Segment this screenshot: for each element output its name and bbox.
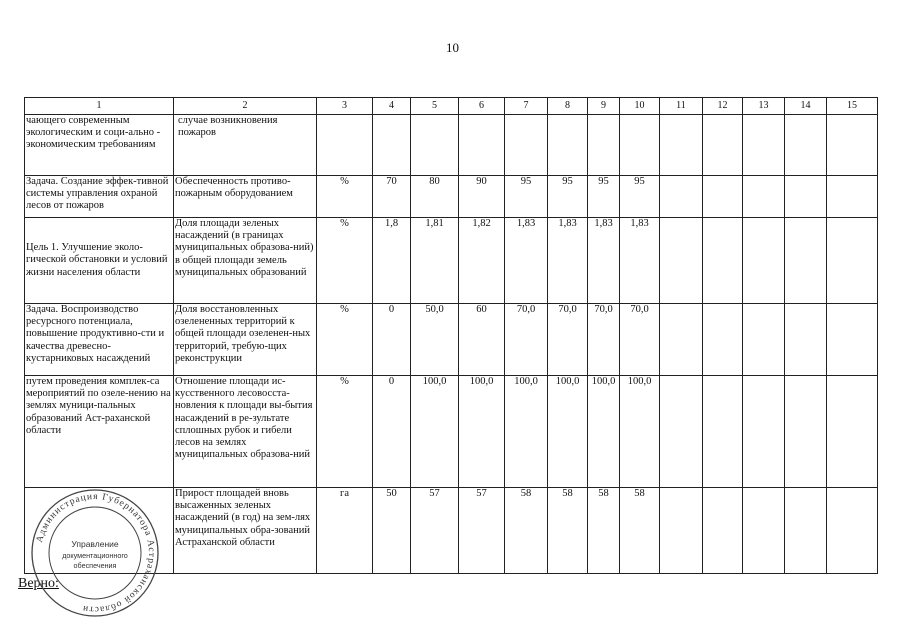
value-cell: 100,0 bbox=[588, 376, 620, 488]
value-cell bbox=[743, 376, 785, 488]
value-cell bbox=[411, 115, 459, 176]
column-header-13: 13 bbox=[743, 98, 785, 115]
value-cell: 70 bbox=[373, 176, 411, 218]
value-cell: 95 bbox=[505, 176, 548, 218]
value-cell bbox=[620, 115, 660, 176]
value-cell bbox=[827, 176, 878, 218]
column-header-1: 1 bbox=[25, 98, 174, 115]
value-cell bbox=[743, 115, 785, 176]
official-stamp bbox=[29, 487, 161, 619]
task-cell: Задача. Воспроизводство ресурсного потенциала, повышение продуктивно-сти и качества древесно-кустарниковых насаждений bbox=[25, 304, 174, 376]
task-cell: Задача. Создание эффек-тивной системы управления охраной лесов от пожаров bbox=[25, 176, 174, 218]
stamp-center-line-3: обеспечения bbox=[73, 561, 117, 570]
value-cell: 1,83 bbox=[548, 218, 588, 304]
value-cell: 1,83 bbox=[505, 218, 548, 304]
value-cell: 70,0 bbox=[588, 304, 620, 376]
value-cell: 1,81 bbox=[411, 218, 459, 304]
column-header-5: 5 bbox=[411, 98, 459, 115]
value-cell: 50 bbox=[373, 488, 411, 574]
column-header-8: 8 bbox=[548, 98, 588, 115]
value-cell bbox=[785, 115, 827, 176]
value-cell: 58 bbox=[505, 488, 548, 574]
column-header-9: 9 bbox=[588, 98, 620, 115]
value-cell: 58 bbox=[548, 488, 588, 574]
value-cell bbox=[827, 488, 878, 574]
value-cell: 50,0 bbox=[411, 304, 459, 376]
value-cell bbox=[703, 304, 743, 376]
value-cell bbox=[703, 115, 743, 176]
verno-note: Верно: bbox=[18, 576, 59, 591]
value-cell bbox=[827, 304, 878, 376]
value-cell: 0 bbox=[373, 376, 411, 488]
column-header-12: 12 bbox=[703, 98, 743, 115]
value-cell: 57 bbox=[459, 488, 505, 574]
page-number: 10 bbox=[446, 40, 459, 55]
value-cell: 1,8 bbox=[373, 218, 411, 304]
value-cell: 95 bbox=[620, 176, 660, 218]
indicator-cell: случае возникновения пожаров bbox=[174, 115, 317, 176]
column-header-10: 10 bbox=[620, 98, 660, 115]
value-cell bbox=[373, 115, 411, 176]
value-cell: 70,0 bbox=[548, 304, 588, 376]
indicator-cell: Обеспеченность противо-пожарным оборудованием bbox=[174, 176, 317, 218]
value-cell bbox=[743, 304, 785, 376]
value-cell: 70,0 bbox=[620, 304, 660, 376]
stamp-ring-text: Администрация Губернатора Астраханской области bbox=[35, 491, 157, 615]
value-cell: 100,0 bbox=[620, 376, 660, 488]
value-cell bbox=[743, 488, 785, 574]
value-cell: 80 bbox=[411, 176, 459, 218]
value-cell: 100,0 bbox=[505, 376, 548, 488]
value-cell bbox=[785, 176, 827, 218]
unit-cell: % bbox=[317, 176, 373, 218]
unit-cell: га bbox=[317, 488, 373, 574]
value-cell: 1,83 bbox=[588, 218, 620, 304]
value-cell bbox=[785, 304, 827, 376]
indicator-cell: Отношение площади ис-кусственного лесовосста-новления к площади вы-бытия насаждений в ре-зультате сплошных рубок и гибели лесов на землях муниципальных образова-ний bbox=[174, 376, 317, 488]
value-cell: 100,0 bbox=[411, 376, 459, 488]
value-cell bbox=[743, 176, 785, 218]
header-row bbox=[25, 98, 878, 115]
value-cell bbox=[588, 115, 620, 176]
table-row bbox=[25, 218, 878, 304]
column-header-11: 11 bbox=[660, 98, 703, 115]
value-cell: 58 bbox=[588, 488, 620, 574]
value-cell: 90 bbox=[459, 176, 505, 218]
stamp-center-line-1: Управление bbox=[71, 539, 119, 549]
value-cell bbox=[703, 376, 743, 488]
value-cell bbox=[660, 176, 703, 218]
value-cell: 70,0 bbox=[505, 304, 548, 376]
unit-cell: % bbox=[317, 218, 373, 304]
value-cell bbox=[505, 115, 548, 176]
indicator-cell: Доля восстановленных озелененных территорий к общей площади озеленен-ных территорий, требую-щих реконструкции bbox=[174, 304, 317, 376]
goal-cell: Цель 1. Улучшение эколо-гической обстановки и условий жизни населения области bbox=[25, 218, 174, 304]
indicator-cell: Прирост площадей вновь высаженных зеленых насаждений (в год) на зем-лях муниципальных обра-зований Астраханской области bbox=[174, 488, 317, 574]
unit-cell: % bbox=[317, 376, 373, 488]
value-cell bbox=[548, 115, 588, 176]
column-header-14: 14 bbox=[785, 98, 827, 115]
value-cell: 57 bbox=[411, 488, 459, 574]
column-header-2: 2 bbox=[174, 98, 317, 115]
value-cell: 0 bbox=[373, 304, 411, 376]
column-header-3: 3 bbox=[317, 98, 373, 115]
value-cell bbox=[660, 218, 703, 304]
value-cell bbox=[785, 376, 827, 488]
table-row bbox=[25, 176, 878, 218]
value-cell bbox=[459, 115, 505, 176]
value-cell: 95 bbox=[548, 176, 588, 218]
value-cell: 100,0 bbox=[548, 376, 588, 488]
indicator-cell: Доля площади зеленых насаждений (в границах муниципальных образова-ний) в общей площади земель муниципальных образований bbox=[174, 218, 317, 304]
value-cell: 95 bbox=[588, 176, 620, 218]
value-cell: 1,83 bbox=[620, 218, 660, 304]
value-cell: 60 bbox=[459, 304, 505, 376]
value-cell bbox=[660, 376, 703, 488]
table-row bbox=[25, 115, 878, 176]
value-cell: 58 bbox=[620, 488, 660, 574]
value-cell: 1,82 bbox=[459, 218, 505, 304]
value-cell bbox=[785, 218, 827, 304]
value-cell bbox=[743, 218, 785, 304]
column-header-7: 7 bbox=[505, 98, 548, 115]
value-cell bbox=[703, 488, 743, 574]
value-cell bbox=[660, 304, 703, 376]
table-row bbox=[25, 304, 878, 376]
column-header-15: 15 bbox=[827, 98, 878, 115]
value-cell bbox=[660, 488, 703, 574]
unit-cell bbox=[317, 115, 373, 176]
value-cell: 100,0 bbox=[459, 376, 505, 488]
value-cell bbox=[660, 115, 703, 176]
value-cell bbox=[827, 218, 878, 304]
task-cell: путем проведения комплек-са мероприятий по озеле-нению на землях муници-пальных образований Аст-раханской области bbox=[25, 376, 174, 488]
table-row bbox=[25, 376, 878, 488]
stamp-center-line-2: документационного bbox=[62, 551, 128, 560]
unit-cell: % bbox=[317, 304, 373, 376]
value-cell bbox=[827, 115, 878, 176]
column-header-4: 4 bbox=[373, 98, 411, 115]
goal-cell: чающего современным экологическим и соци-ально - экономическим требованиям bbox=[25, 115, 174, 176]
value-cell bbox=[703, 176, 743, 218]
value-cell bbox=[827, 376, 878, 488]
column-header-6: 6 bbox=[459, 98, 505, 115]
value-cell bbox=[703, 218, 743, 304]
value-cell bbox=[785, 488, 827, 574]
